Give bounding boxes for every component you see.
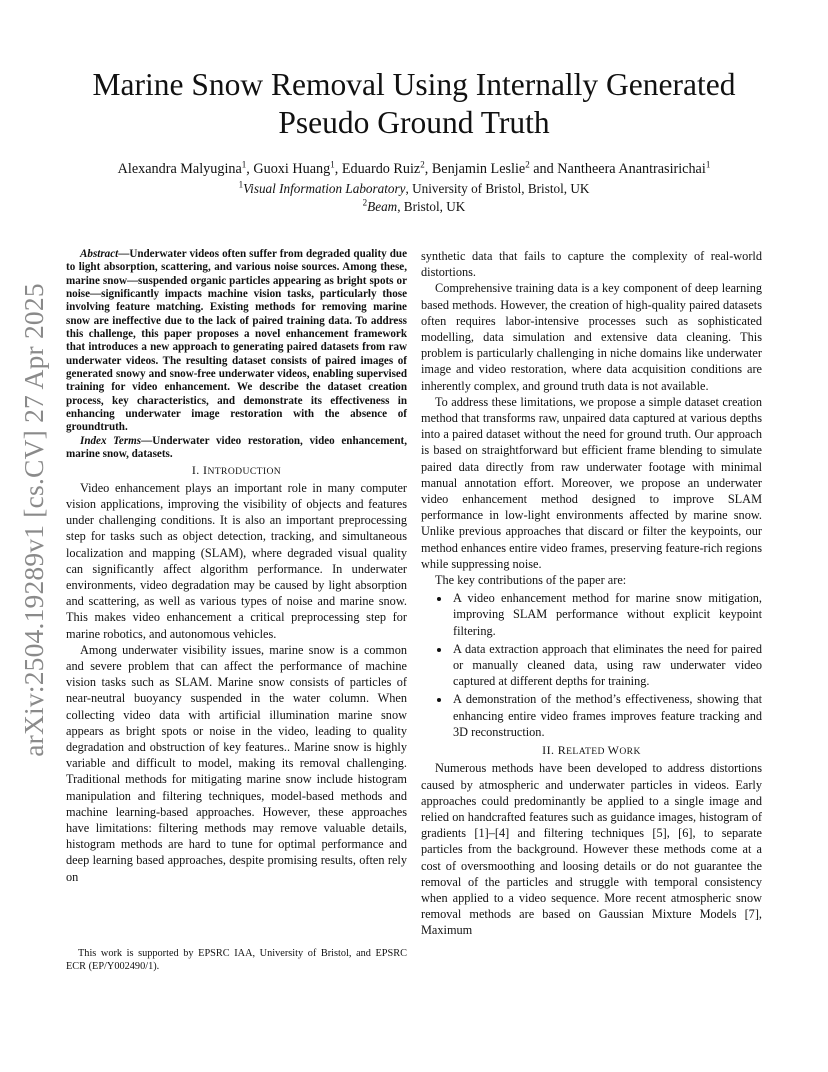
author-affiliation-mark: 2 <box>525 159 530 170</box>
arxiv-sidebar-stamp <box>6 280 62 760</box>
author-name: Alexandra Malyugina <box>117 161 242 177</box>
contributions-intro: The key contributions of the paper are: <box>435 573 627 588</box>
left-column <box>66 248 407 885</box>
abstract-text: —Underwater videos often suffer from degraded quality due to light absorption, scattering, and various noise sources. Among these, marine snow—suspended organic particles appearing as bright spots or noise—significantly impacts machine vision tasks, particularly those involving feature matching. Existing methods for removing marine snow are ineffective due to the lack of paired training data. To address this challenge, this paper proposes a novel enhancement framework that introduces a new approach to generating paired datasets from raw underwater videos. The resulting dataset consists of paired images of generated snowy and snow-free underwater videos, enabling supervised training for video enhancement. We describe the dataset creation process, key characteristics, and demonstrate its effectiveness in enhancing underwater image restoration with the absence of groundtruth. <box>66 248 407 434</box>
section-heading-related-work: II. RELATED WORK <box>542 743 641 758</box>
intro-paragraph-3: Comprehensive training data is a key component of deep learning based methods. However, the creation of high-quality paired datasets often requires labor-intensive processes such as sophisticated modelling, data simulation and extensive data cleaning. This problem is particularly challenging in niche domains like underwater image and video restoration, where data acquisition conditions are inherently complex, and ground truth data is not available. <box>421 281 762 393</box>
index-terms-text: —Underwater video restoration, video enhancement, marine snow, datasets. <box>66 434 407 461</box>
title-line-2: Pseudo Ground Truth <box>278 105 550 140</box>
author-affiliation-mark: 1 <box>330 159 335 170</box>
intro-paragraph-2: Among underwater visibility issues, marine snow is a common and severe problem that can affect the performance of machine vision tasks such as SLAM. Marine snow consists of particles of near-neutral buoyancy suspended in the water column. When collecting video data with artificial illumination marine snow appears as bright spots or noise in the video, leading to quality degradation and obstruction of key features.. Marine snow is highly variable and difficult to model, making its removal challenging. Traditional methods for mitigating marine snow include histogram manipulation and filtering techniques, model-based methods and machine learning-based approaches. However, these approaches have limitations: filtering methods may remove valuable details, histogram methods are hard to tune for optimal performance and deep learning based approaches, despite promising results, often rely on <box>66 642 407 884</box>
author-name: Nantheera Anantrasirichai <box>557 161 706 177</box>
section-heading-introduction: I. INTRODUCTION <box>191 462 282 477</box>
list-item: • A video enhancement method for marine snow mitigation, improving SLAM performance without explicit keypoint filtering. <box>451 590 762 639</box>
author-name: Guoxi Huang <box>253 161 331 177</box>
affiliation-company: Beam <box>367 199 398 214</box>
right-column <box>421 248 762 939</box>
intro-paragraph-continued: synthetic data that fails to capture the complexity of real-world distortions. <box>421 249 762 280</box>
list-item: • A demonstration of the method’s effectiveness, showing that enhancing entire video frames improves feature tracking and 3D reconstruction. <box>451 691 762 740</box>
paper-title <box>70 66 758 142</box>
author-name: Eduardo Ruiz <box>341 161 421 177</box>
author-affiliation-mark: 1 <box>241 159 247 170</box>
affiliation-lab: Visual Information Laboratory <box>243 181 406 196</box>
index-terms-label: Index Terms <box>80 434 142 447</box>
author-name: Benjamin Leslie <box>431 161 526 177</box>
title-line-1: Marine Snow Removal Using Internally Generated <box>92 67 736 102</box>
contributions-list <box>421 590 762 740</box>
author-affiliation-mark: 2 <box>420 159 425 170</box>
abstract <box>66 248 407 462</box>
affiliation-1: $^1$Visual Information Laboratory, University of Bristol, Bristol, UK <box>238 179 590 196</box>
affiliation-2: $^2$Beam, Bristol, UK <box>362 197 466 214</box>
related-work-paragraph-1: Numerous methods have been developed to address distortions caused by atmospheric and underwater particles in videos. Early approaches could predominantly be applied to a single image and relied on handcrafted features such as guidance images, histogram of gradients [1]–[4] and filtering techniques [5], [6], to separate particles from the background. However these methods come at a cost of oversmoothing and loosing details or do not guarantee the removal of the particles and struggle with temporal consistency when applied to a video sequence. More recent atmospheric snow removal methods are based on Gaussian Mixture Models [7], Maximum <box>421 761 762 938</box>
list-item: • A data extraction approach that eliminates the need for paired or manually cleaned data, using raw underwater video captured at different depths for training. <box>451 641 762 690</box>
abstract-label: Abstract <box>80 248 119 260</box>
author-list: Alexandra Malyugina$^1$, Guoxi Huang$^1$, Eduardo Ruiz$^2$, Benjamin Leslie$^2$ and Nantheera Anantrasirichai$^1$ <box>117 159 711 177</box>
intro-paragraph-4: To address these limitations, we propose a simple dataset creation method that transforms raw, unpaired data captured at various depths into a paired dataset without the need for ground truth. Our approach is based on straightforward but efficient frame blending to simulate paired data directly from raw underwater footage with minimal manual annotation effort. Moreover, we propose an underwater video enhancement method designed to improve SLAM performance in low-light environments affected by marine snow. Unlike previous approaches that discard or filter the keypoints, our method enhances entire video frames, preserving feature-rich regions while suppressing noise. <box>421 394 762 571</box>
arxiv-identifier: arXiv:2504.19289v1 [cs.CV] 27 Apr 2025 <box>18 283 49 757</box>
footnote: This work is supported by EPSRC IAA, University of Bristol, and EPSRC ECR (EP/Y002490/1). <box>66 948 407 972</box>
intro-paragraph-1: Video enhancement plays an important role in many computer vision applications, improving the visibility of objects and features under challenging conditions. It is also an important preprocessing step for tasks such as object detection, tracking, and simultaneous localization and mapping (SLAM), where degraded visual quality can significantly affect algorithm performance. In underwater environments, video degradation may be caused by light absorption and scattering, as well as various types of noise and marine snow. This makes video enhancement a critical preprocessing step for marine robotics, and autonomous vehicles. <box>66 480 407 641</box>
author-affiliation-mark: 1 <box>705 159 711 170</box>
